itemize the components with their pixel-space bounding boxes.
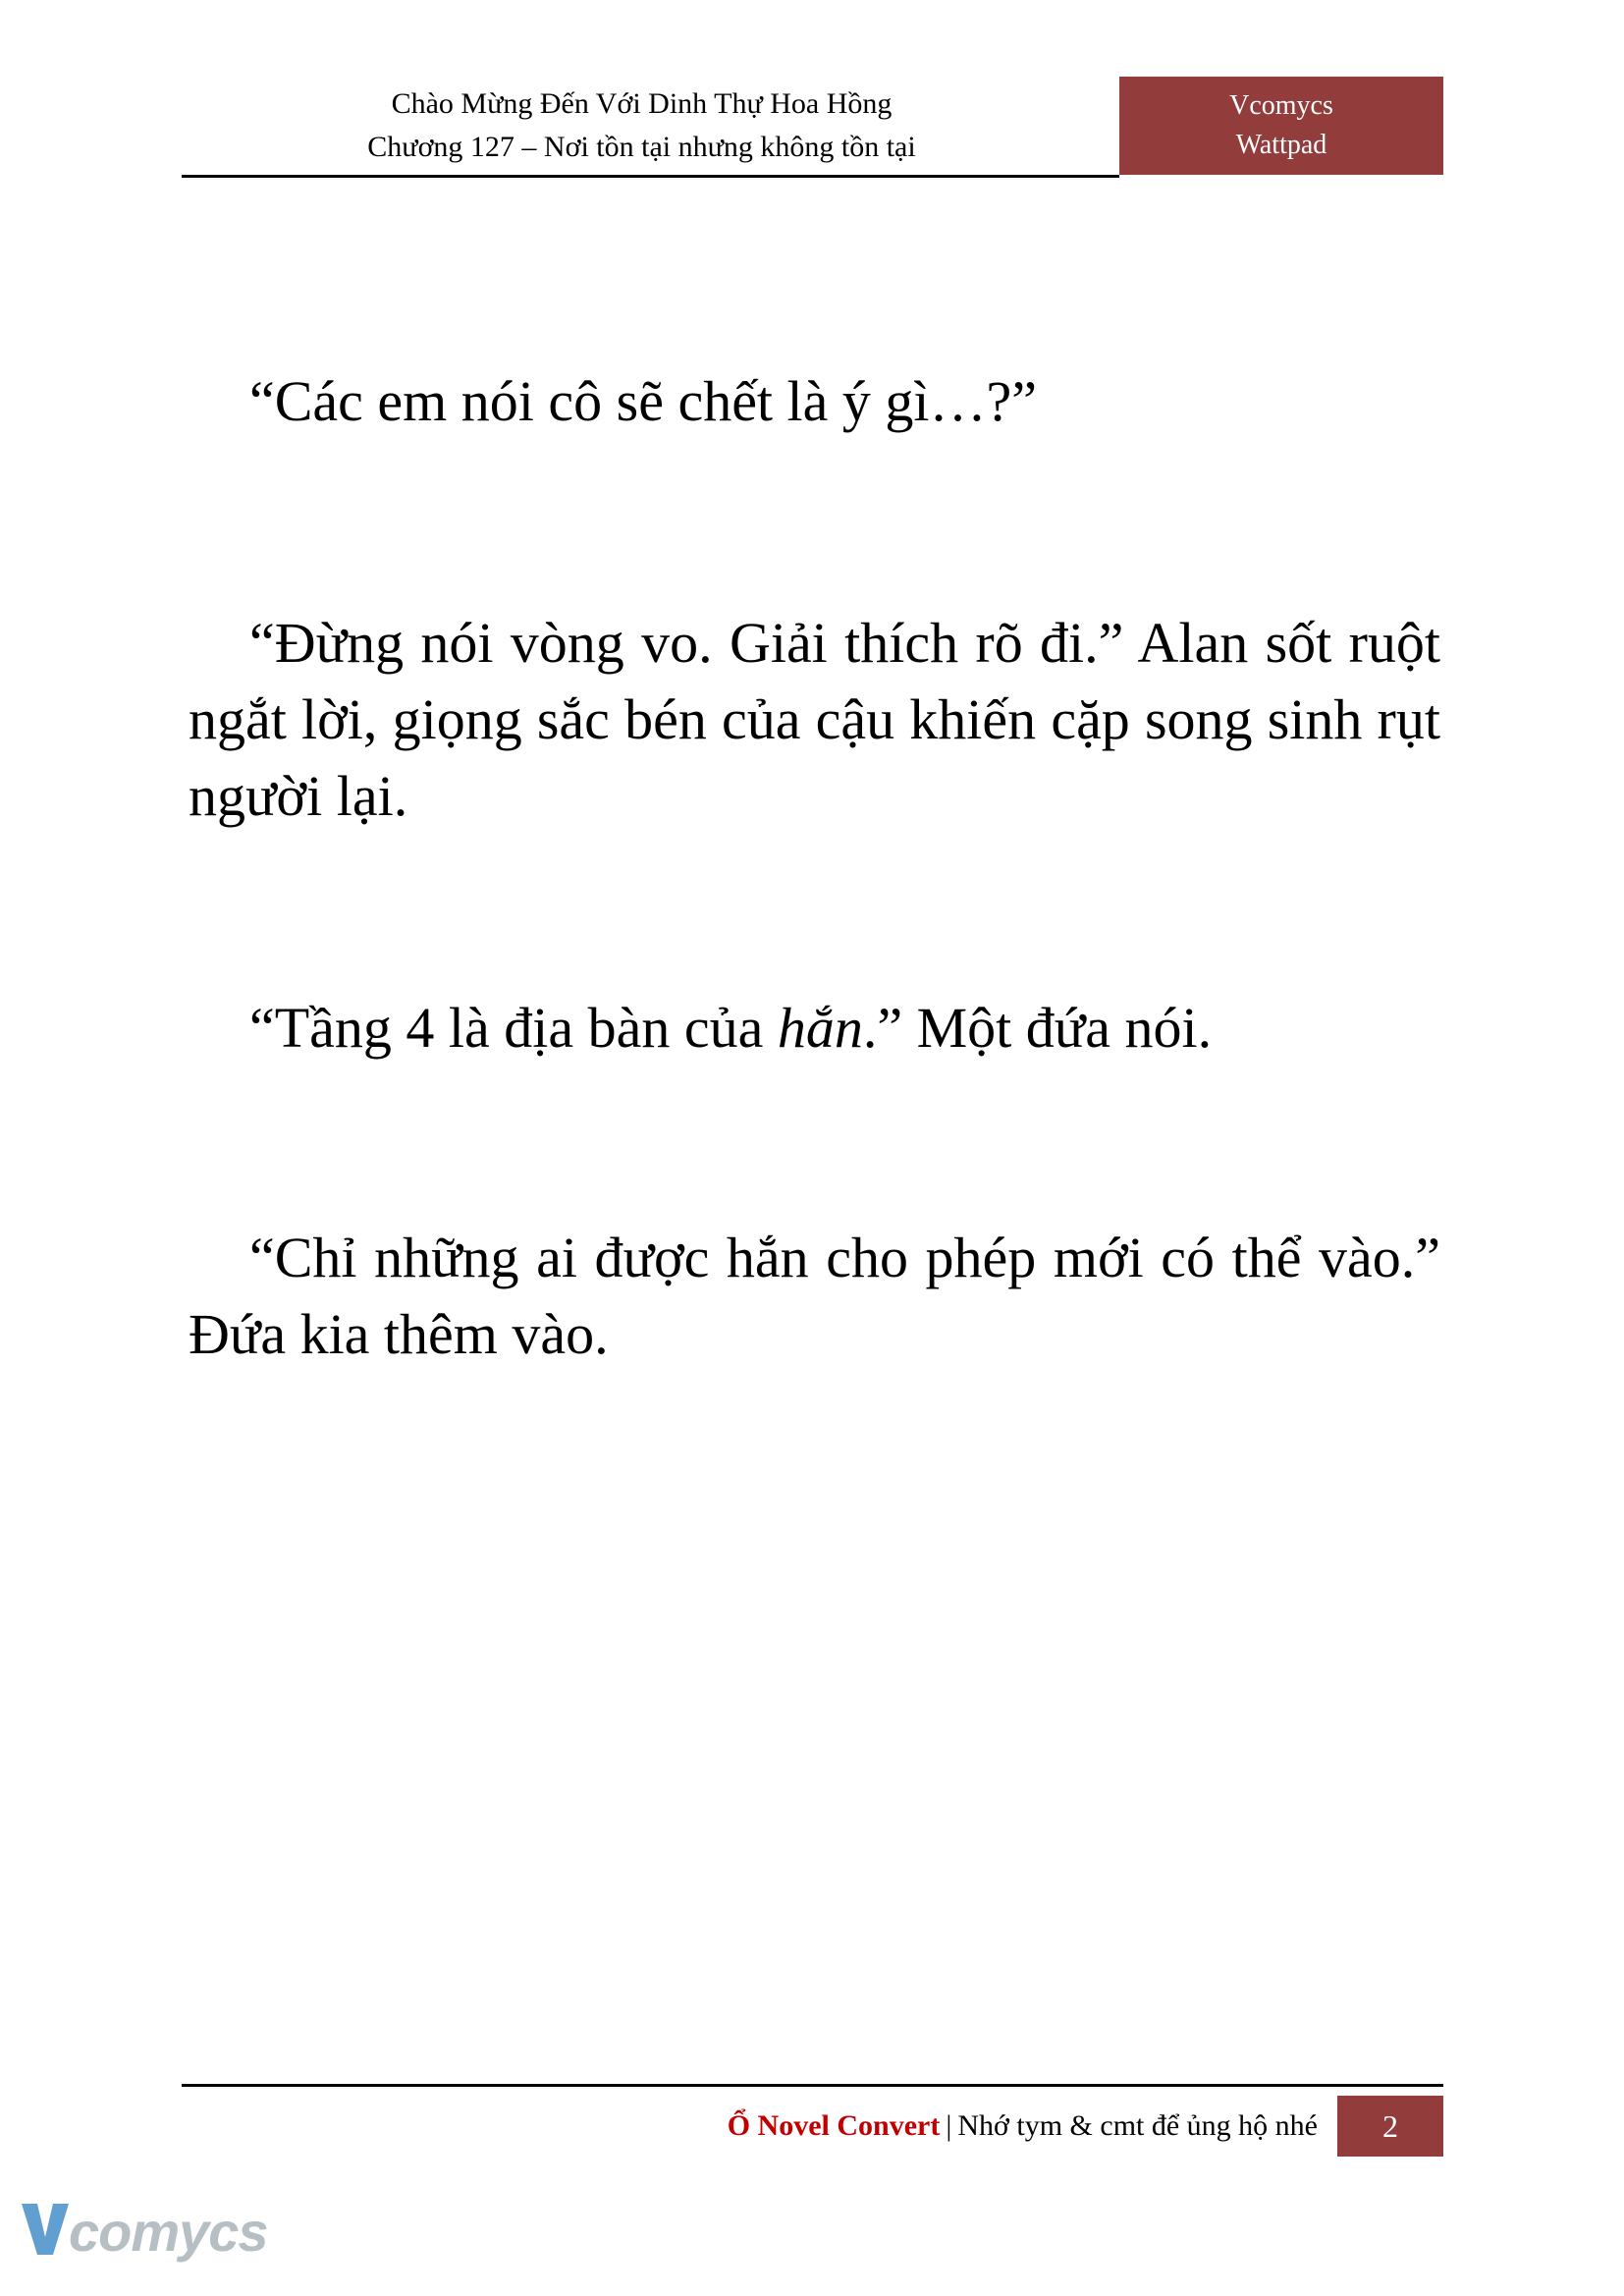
header-divider — [182, 175, 1119, 178]
header-source-badge — [1119, 77, 1443, 175]
footer-inner — [182, 2096, 1443, 2157]
footer-divider — [182, 2084, 1443, 2087]
paragraph-spacer — [189, 1066, 1440, 1220]
header-inner — [182, 77, 1443, 175]
page-content — [189, 363, 1440, 1373]
footer-note: Nhớ tym & cmt để ủng hộ nhé — [957, 2109, 1318, 2142]
header-title-block — [182, 77, 1119, 175]
footer-brand: Ổ Novel Convert — [727, 2109, 941, 2142]
footer-separator: | — [946, 2109, 952, 2142]
page-header — [182, 77, 1443, 196]
paragraph-2: “Đừng nói vòng vo. Giải thích rõ đi.” Alan sốt ruột ngắt lời, giọng sắc bén của cậu khiến cặp song sinh rụt người lại. — [189, 611, 1440, 828]
vcomycs-watermark-logo — [18, 2192, 268, 2282]
book-title: Chào Mừng Đến Với Dinh Thự Hoa Hồng — [391, 87, 893, 120]
chapter-title: Chương 127 – Nơi tồn tại nhưng không tồn tại — [367, 131, 916, 163]
v-logo-icon — [18, 2198, 73, 2261]
watermark-text: comycs — [69, 2201, 268, 2263]
header-badge-line2: Wattpad — [1235, 130, 1327, 160]
paragraph-4: “Chỉ những ai được hắn cho phép mới có thể vào.” Đứa kia thêm vào. — [189, 1226, 1440, 1366]
paragraph-3 — [189, 990, 1440, 1066]
paragraph-3-text-b: .” Một đứa nói. — [862, 996, 1213, 1060]
paragraph-3-emphasis: hắn — [777, 996, 863, 1060]
footer-text — [728, 2096, 1337, 2157]
paragraph-spacer — [189, 440, 1440, 605]
page-number-badge: 2 — [1337, 2096, 1443, 2157]
paragraph-spacer — [189, 835, 1440, 990]
header-badge-line1: Vcomycs — [1229, 90, 1333, 121]
paragraph-1: “Các em nói cô sẽ chết là ý gì…?” — [249, 369, 1038, 433]
paragraph-3-text-a: “Tầng 4 là địa bàn của — [249, 996, 778, 1060]
